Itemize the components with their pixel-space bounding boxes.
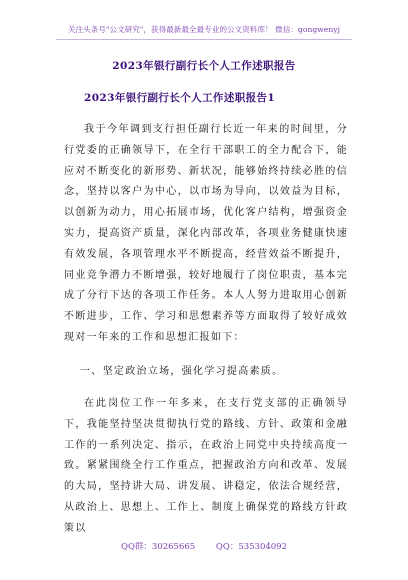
header-note: 关注头条号"公文研究"，获得最新最全最专业的公文资料库！ 微信：gongwenyj	[67, 25, 341, 34]
section-heading-1: 一、坚定政治立场，强化学习提高素质。	[80, 366, 284, 377]
paragraph-intro: 我于今年调到支行担任副行长近一年来的时间里，分行党委的正确领导下，在全行干部职工的全力配合下，能应对不断变化的新形势、新状况，能够始终持续必胜的信念，坚持以客户为中心，以市场为导向，以效益为目标，以创新为动力，用心拓展市场，优化客户结构，增强资金实力，提高资产质量，深化内部改革，各项业务健康快速有效发展，各项管理水平不断提高，经营效益不断提升，同业竞争潜力不断增强，较好地履行了岗位职责，基本完成了分行下达的各项工作任务。本人人努力进取用心创新不断进步，工作、学习和思想素养等方面取得了较好成效现对一年来的工作和思想汇报如下：	[64, 124, 348, 343]
document-subtitle: 2023年银行副行长个人工作述职报告1	[84, 92, 276, 104]
paragraph-section-1: 在此岗位工作一年多来，在支行党支部的正确领导下，我能坚持坚决贯彻执行党的路线、方针、政策和金融工作的一系列决定、指示，在政治上同党中央持续高度一致。紧紧围绕全行工作重点，把握政治方向和改革、发展的大局，坚持讲大局、讲发展、讲稳定，依法合规经营，从政治上、思想上、工作上、制度上确保党的路线方针政策以	[64, 398, 348, 534]
footer-qq: QQ：535304092	[215, 542, 287, 552]
header-divider	[56, 39, 352, 40]
footer-qq-group: QQ群：30265665	[120, 542, 196, 552]
footer-contact	[0, 540, 408, 552]
document-title: 2023年银行副行长个人工作述职报告	[112, 60, 296, 72]
